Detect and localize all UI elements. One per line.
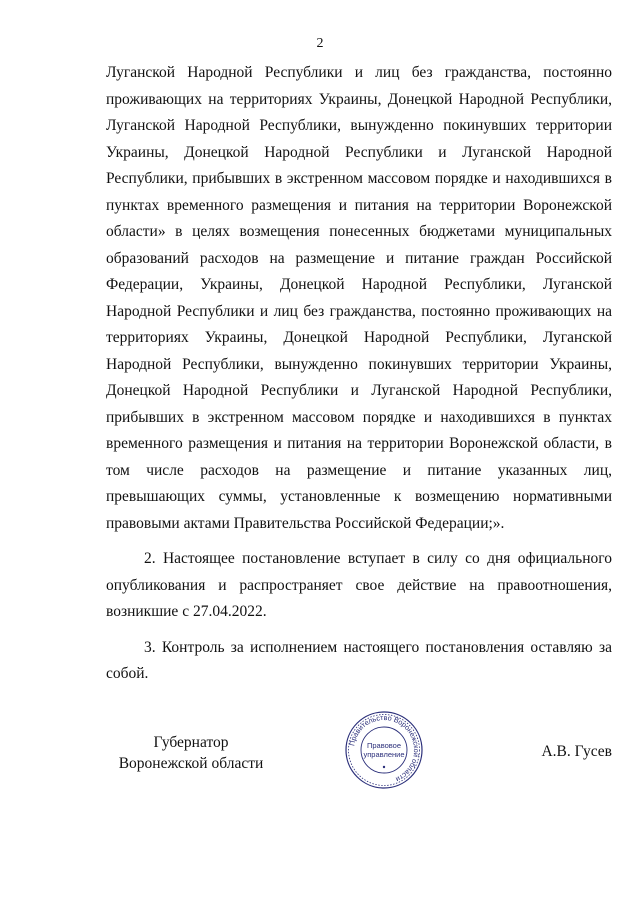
stamp-ring-textpath: Правительство Воронежской области xyxy=(347,712,422,785)
paragraph-continuation: Луганской Народной Республики и лиц без гражданства, постоянно проживающих на территориях Украины, Донецкой Народной Республики, Луганской Народной Республики, вынужденно покинувших территории Украины, Донецкой Народной Республики и Луганской Народной Республики, прибывших в экстренном массовом порядке и находившихся в пунктах временного размещения и питания на территории Воронежской области» в целях возмещения понесенных бюджетами муниципальных образований расходов на размещение и питание граждан Российской Федерации, Украины, Донецкой Народной Республики, Луганской Народной Республики и лиц без гражданства, постоянно проживающих на территориях Украины, Донецкой Народной Республики, Луганской Народной Республики, вынужденно покинувших территории Украины, Донецкой Народной Республики и Луганской Народной Республики, прибывших в экстренном массовом порядке и находившихся в пунктах временного размещения и питания на территории Воронежской области, в том числе расходов на размещение и питание указанных лиц, превышающих суммы, установленные к возмещению нормативными правовыми актами Правительства Российской Федерации;». xyxy=(106,64,612,532)
signatory-title xyxy=(106,732,276,774)
signature-block xyxy=(106,710,612,790)
paragraph-2: 2. Настоящее постановление вступает в силу со дня официального опубликования и распространяет свое действие на правоотношения, возникшие с 27.04.2022. xyxy=(106,550,612,620)
page-number: 2 xyxy=(316,36,324,51)
signatory-title-line1: Губернатор xyxy=(153,734,229,751)
document-body xyxy=(106,60,612,688)
official-stamp xyxy=(344,710,424,790)
signatory-name: А.В. Гусев xyxy=(541,743,612,760)
stamp-center-line2: управление xyxy=(363,750,405,759)
paragraph-3: 3. Контроль за исполнением настоящего постановления оставляю за собой. xyxy=(106,638,612,682)
stamp-bottom-dot xyxy=(383,766,385,768)
stamp-center-line1: Правовое xyxy=(366,741,402,750)
signatory-title-line2: Воронежской области xyxy=(118,755,264,772)
